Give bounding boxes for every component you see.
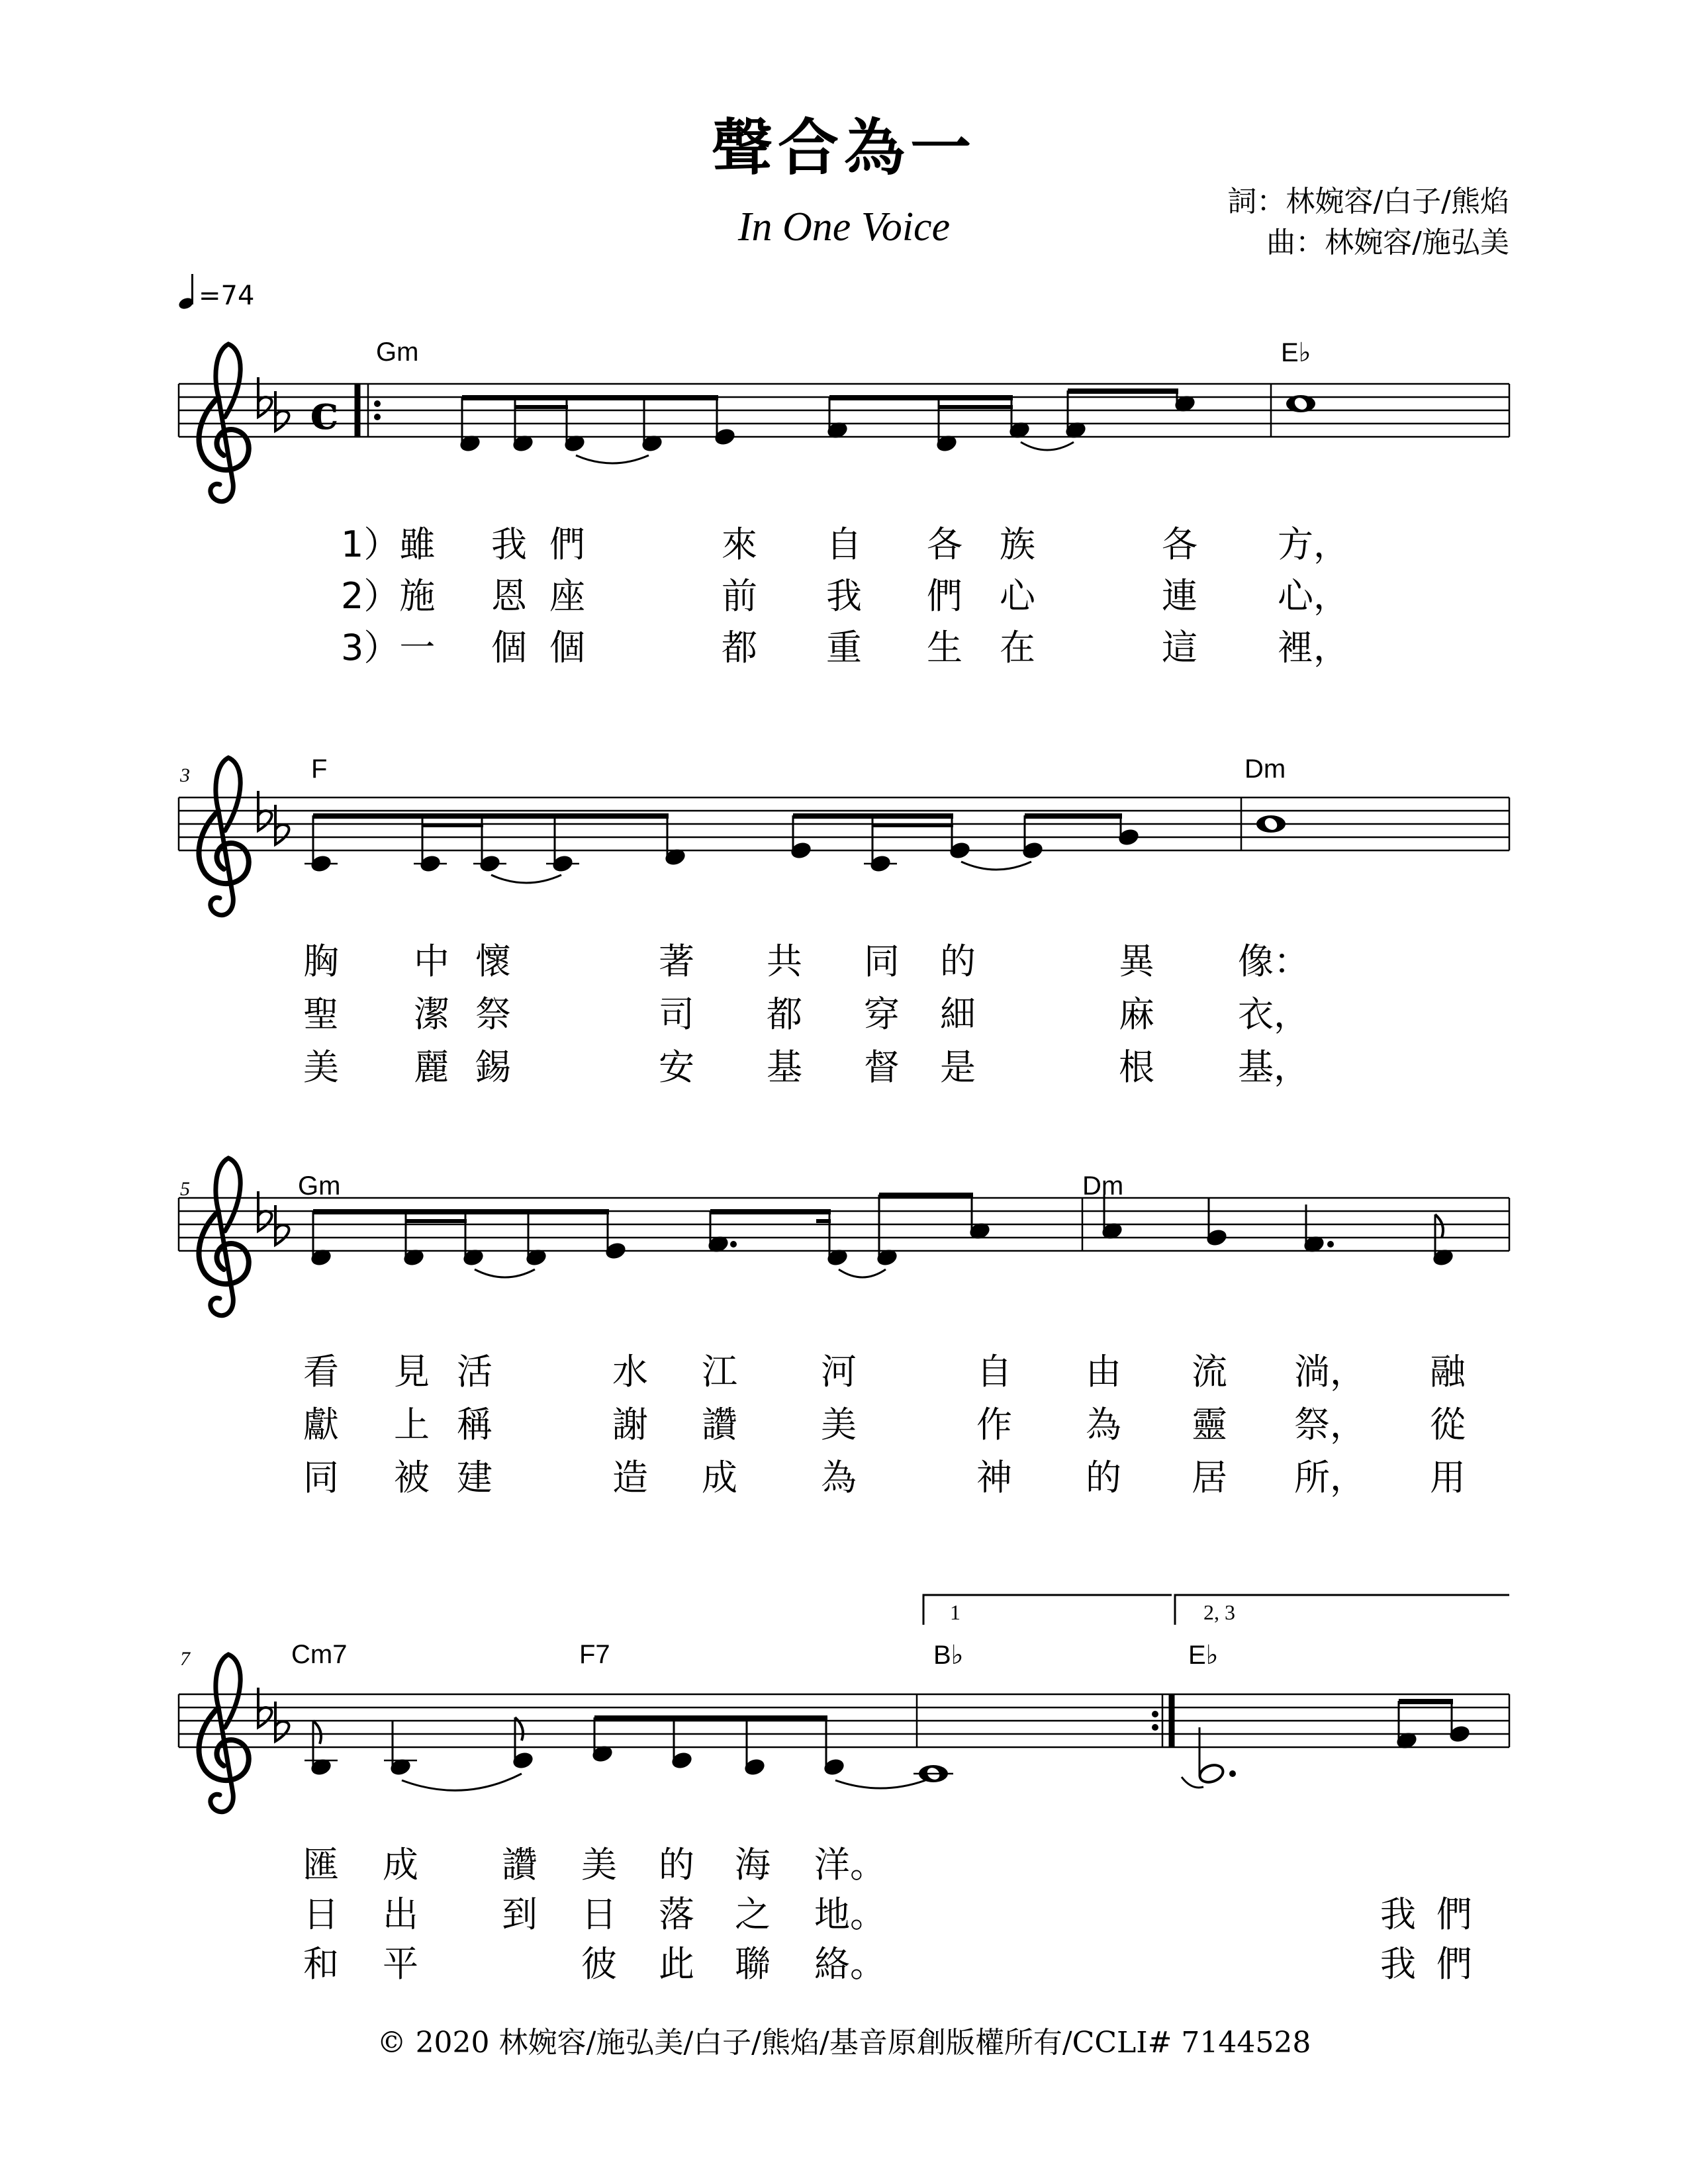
lyric: 都 <box>722 627 757 668</box>
lyric: 重 <box>826 627 862 668</box>
lyric: 水 <box>612 1351 648 1392</box>
lyric: 胸 <box>303 940 339 982</box>
lyric: 看 <box>303 1351 339 1392</box>
lyric: 日 <box>303 1893 339 1935</box>
lyric: 為 <box>1086 1404 1121 1445</box>
chord-symbol: E♭ <box>1281 338 1311 367</box>
svg-text:c: c <box>310 384 339 440</box>
lyric: 日 <box>581 1893 617 1935</box>
lyric: 地。 <box>814 1893 886 1935</box>
lyric: 活 <box>457 1351 492 1392</box>
lyric: 平 <box>383 1943 418 1985</box>
lyric: 融 <box>1430 1351 1466 1392</box>
lyric: 神 <box>976 1457 1012 1498</box>
lyric: 作 <box>976 1404 1012 1445</box>
song-subtitle: In One Voice <box>737 205 951 250</box>
lyric: 居 <box>1192 1457 1227 1498</box>
lyric: 座 <box>549 575 585 617</box>
chord-symbol: Dm <box>1244 754 1286 784</box>
lyric: 我 <box>491 523 527 565</box>
lyric: 潔 <box>414 993 449 1035</box>
lyric: 司 <box>659 993 694 1035</box>
lyric: 生 <box>927 627 962 668</box>
lyric: 此 <box>659 1943 694 1985</box>
lyric: 都 <box>767 993 802 1035</box>
measure-number-3: 3 <box>180 764 190 786</box>
lyric: 安 <box>659 1046 694 1088</box>
lyric: 洋。 <box>814 1844 886 1886</box>
lyric: 見 <box>394 1351 430 1392</box>
lyric: 在 <box>1000 627 1035 668</box>
lyric: 各 <box>1162 523 1197 565</box>
lyric: 來 <box>722 523 757 565</box>
lyric: 我 <box>1380 1893 1416 1935</box>
lyric: 從 <box>1430 1404 1466 1445</box>
lyric: 為 <box>821 1457 857 1498</box>
lyric: 獻 <box>303 1404 339 1445</box>
chord-symbol: Dm <box>1082 1171 1124 1201</box>
lyric: 讚 <box>702 1404 737 1445</box>
lyric: 用 <box>1430 1457 1466 1498</box>
composer-credit: 曲：林婉容/施弘美 <box>1266 226 1509 259</box>
measure-number-7: 7 <box>180 1648 190 1670</box>
song-title: 聲合為一 <box>711 112 976 183</box>
lyric: 們 <box>1436 1893 1472 1935</box>
lyric: 穿 <box>864 993 900 1035</box>
lyric: 麗 <box>414 1046 449 1088</box>
lyric: 建 <box>457 1457 492 1498</box>
lyric: 自 <box>976 1351 1012 1392</box>
tempo-value: =74 <box>199 281 255 311</box>
lyric: 造 <box>612 1457 648 1498</box>
volta-label: 1 <box>950 1600 961 1624</box>
lyric: 細 <box>940 993 976 1035</box>
lyric: 謝 <box>612 1404 648 1445</box>
copyright-footer: © 2020 林婉容/施弘美/白子/熊焰/基音原創版權所有/CCLI# 7144528 <box>377 2026 1311 2060</box>
lyric: 淌， <box>1294 1351 1366 1392</box>
lyric: 衣， <box>1238 993 1309 1035</box>
lyric: 絡。 <box>814 1943 886 1985</box>
lyric: 之 <box>735 1893 771 1935</box>
lyric: 恩 <box>491 575 527 617</box>
lyric: 流 <box>1192 1351 1227 1392</box>
lyric: 落 <box>659 1893 694 1935</box>
lyric: 的 <box>659 1844 694 1886</box>
lyric: 們 <box>549 523 585 565</box>
lyric: 自 <box>826 523 862 565</box>
lyric: 祭 <box>475 993 511 1035</box>
lyric: 3）一 <box>341 627 436 668</box>
lyric: 的 <box>940 940 976 982</box>
measure-number-5: 5 <box>180 1178 190 1200</box>
staff-system-3 <box>179 1158 1509 1316</box>
lyric: 根 <box>1119 1046 1154 1088</box>
lyric: 方， <box>1278 523 1349 565</box>
staff-system-2 <box>179 758 1509 915</box>
lyric: 族 <box>1000 523 1035 565</box>
lyric: 我 <box>1380 1943 1416 1985</box>
lyric: 所， <box>1294 1457 1366 1498</box>
lyric: 祭， <box>1294 1404 1366 1445</box>
lyric: 的 <box>1086 1457 1121 1498</box>
lyric: 稱 <box>457 1404 492 1445</box>
lyric: 懷 <box>475 940 511 982</box>
lyric: 靈 <box>1192 1404 1227 1445</box>
lyric: 彼 <box>581 1943 617 1985</box>
lyric: 們 <box>1436 1943 1472 1985</box>
lyric: 匯 <box>303 1844 339 1886</box>
lyric: 美 <box>821 1404 857 1445</box>
lyric: 美 <box>303 1046 339 1088</box>
lyric: 同 <box>303 1457 339 1498</box>
chord-symbol: F7 <box>579 1640 610 1669</box>
chord-symbol: B♭ <box>933 1641 964 1670</box>
lyric: 出 <box>383 1893 418 1935</box>
lyric: 督 <box>864 1046 900 1088</box>
lyric: 這 <box>1162 627 1197 668</box>
lyric: 基 <box>767 1046 802 1088</box>
lyric: 到 <box>502 1893 538 1935</box>
lyric: 由 <box>1086 1351 1121 1392</box>
lyric: 心 <box>1000 575 1035 617</box>
volta-label: 2, 3 <box>1203 1600 1235 1624</box>
lyric: 被 <box>394 1457 430 1498</box>
lyric: 成 <box>383 1844 418 1886</box>
lyric: 聯 <box>735 1943 771 1985</box>
lyric: 上 <box>394 1404 430 1445</box>
lyric: 個 <box>549 627 585 668</box>
lyric: 海 <box>735 1844 771 1886</box>
chord-symbol: Gm <box>376 338 419 367</box>
lyric: 和 <box>303 1943 339 1985</box>
lyric: 錫 <box>475 1046 511 1088</box>
lyric: 裡， <box>1278 627 1349 668</box>
chord-symbol: F <box>311 754 328 784</box>
lyric: 像： <box>1238 940 1309 982</box>
lyric: 2）施 <box>341 575 436 617</box>
lyric: 我 <box>826 575 862 617</box>
lyric: 共 <box>767 940 802 982</box>
lyric: 們 <box>927 575 962 617</box>
lyric: 1）雖 <box>341 523 436 565</box>
lyric: 成 <box>702 1457 737 1498</box>
lyric: 聖 <box>303 993 339 1035</box>
lyric: 個 <box>491 627 527 668</box>
lyric: 各 <box>927 523 962 565</box>
lyric: 前 <box>722 575 757 617</box>
lyric: 心， <box>1278 575 1349 617</box>
lyric: 麻 <box>1119 993 1154 1035</box>
lyricist-credit: 詞：林婉容/白子/熊焰 <box>1227 185 1509 218</box>
lyric: 讚 <box>502 1844 538 1886</box>
lyric: 著 <box>659 940 694 982</box>
lyric: 中 <box>414 940 449 982</box>
lyric: 基， <box>1238 1046 1309 1088</box>
chord-symbol: Cm7 <box>291 1640 348 1669</box>
lyric: 河 <box>821 1351 857 1392</box>
lyric: 江 <box>702 1351 737 1392</box>
chord-symbol: E♭ <box>1188 1641 1219 1670</box>
lyric: 異 <box>1119 940 1154 982</box>
lyric: 是 <box>940 1046 976 1088</box>
staff-system-4 <box>179 1595 1509 1812</box>
lyric: 美 <box>581 1844 617 1886</box>
lyric: 連 <box>1162 575 1197 617</box>
chord-symbol: Gm <box>298 1171 341 1201</box>
lyric: 同 <box>864 940 900 982</box>
